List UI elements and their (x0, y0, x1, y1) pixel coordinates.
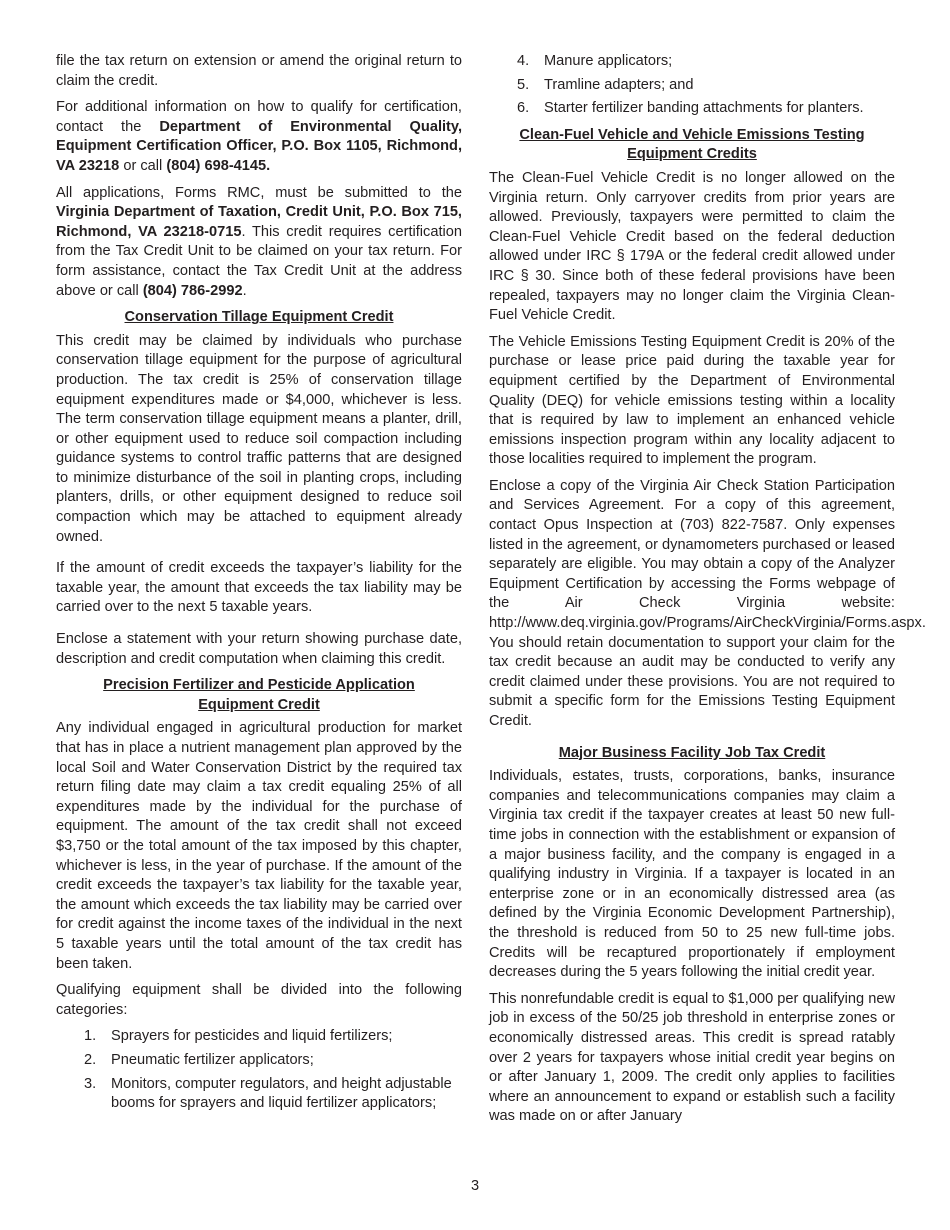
paragraph-applications: All applications, Forms RMC, must be submitted to the Virginia Department of Taxation, Credit Unit, P.O. Box 715, Richmond, VA 23218-0715. This credit requires certification from the Tax Credit Unit to be claimed on your tax return. For form assistance, contact the Tax Credit Unit at the address above or call (804) 786-2992. (56, 184, 462, 299)
paragraph-conservation-tillage: This credit may be claimed by individuals who purchase conservation tillage equipment for the purpose of agricultural production. The tax credit is 25% of conservation tillage equipment expenditures made or $4,000, whichever is less. The term conservation tillage equipment means a planter, drill, or other equipment used to reduce soil compaction including guidance systems to control traffic patterns that are designed to minimize disturbance of the soil in planting crops, including planters, drills, or other equipment designed to reduce soil compaction which may be attached to equipment already owned. (56, 332, 462, 545)
paragraph-carryover: If the amount of credit exceeds the taxpayer’s liability for the taxable year, the amount that exceeds the tax liability may be carried over to the next 5 taxable years. (56, 560, 462, 616)
tax-credit-unit-phone: (804) 786-2992 (142, 282, 243, 299)
list-item: 2. Pneumatic fertilizer applicators; (84, 1051, 314, 1068)
page-number: 3 (470, 1178, 480, 1194)
left-column (56, 52, 462, 1121)
list-item: 6. Starter fertilizer banding attachments for planters. (517, 100, 864, 117)
right-column (489, 52, 926, 1134)
paragraph-qualifying-equipment: Qualifying equipment shall be divided into the following categories: (56, 982, 462, 1018)
paragraph-emissions-testing: The Vehicle Emissions Testing Equipment Credit is 20% of the purchase or lease price paid during the taxable year for equipment certified by the Department of Environmental Quality (DEQ) for vehicle emissions testing within a locality that is required by law to implement an enhanced vehicle emissions inspection program within any locality adjacent to those localities required to implement the program. (489, 333, 895, 468)
equipment-list-continued (489, 52, 895, 119)
list-item: 5. Tramline adapters; and (517, 76, 694, 93)
heading-major-business-facility: Major Business Facility Job Tax Credit (558, 744, 826, 761)
equipment-list (56, 1027, 462, 1113)
heading-clean-fuel-vehicle: Clean-Fuel Vehicle and Vehicle Emissions Testing Equipment Credits (519, 126, 865, 163)
paragraph-clean-fuel: The Clean-Fuel Vehicle Credit is no longer allowed on the Virginia return. Only carryover credits from prior years are allowed. Previously, taxpayers were permitted to claim the Clean-Fuel Vehicle Credit based on the federal deduction allowed under IRC § 179A or the federal credit allowed under IRC § 30. Since both of these federal provisions have been repealed, taxpayers may no longer claim the Virginia Clean-Fuel Vehicle Credit. (489, 169, 895, 324)
deq-address: Department of Environmental Quality, Equipment Certification Officer, P.O. Box 1105, Richmond, VA 23218 (56, 118, 462, 174)
heading-conservation-tillage: Conservation Tillage Equipment Credit (124, 309, 394, 326)
list-item: 1. Sprayers for pesticides and liquid fertilizers; (84, 1028, 393, 1045)
list-item: 4. Manure applicators; (517, 53, 673, 69)
paragraph-major-business-eligibility: Individuals, estates, trusts, corporations, banks, insurance companies and telecommunications companies may claim a Virginia tax credit if the taxpayer creates at least 50 new full-time jobs in connection with the establishment or expansion of a major business facility, and the company is engaged in a qualifying industry in Virginia. If a taxpayer is located in an enterprise zone or in an economically distressed area (as defined by the Virginia Economic Development Partnership), the threshold is reduced from 50 to 25 new full-time jobs. Credits will be recaptured proportionately if employment decreases during the 5 years following the initial credit year. (489, 768, 895, 981)
deq-phone: (804) 698-4145. (166, 157, 271, 174)
paragraph-deq-contact: For additional information on how to qualify for certification, contact the Department of Environmental Quality, Equipment Certification Officer, P.O. Box 1105, Richmond, VA 23218 or call (804) 698-4145. (56, 99, 462, 174)
paragraph-precision-fertilizer: Any individual engaged in agricultural production for market that has in place a nutrient management plan approved by the local Soil and Water Conservation District by the required tax return filing date may claim a tax credit equaling 25% of all expenditures made by the individual for the purchase of equipment. The amount of the tax credit shall not exceed $3,750 or the total amount of the tax imposed by this chapter, whichever is less, in the year of purchase. If the amount of the credit exceeds the taxpayer’s tax liability for the taxable year, the amount which exceeds the tax liability may be carried over for credit against the income taxes of the individual in the next 5 taxable years until the total amount of the tax credit has been taken. (56, 720, 462, 972)
paragraph-enclose-statement: Enclose a statement with your return showing purchase date, description and credit computation when claiming this credit. (56, 631, 462, 667)
paragraph-air-check: Enclose a copy of the Virginia Air Check Station Participation and Services Agreement. For a copy of this agreement, contact Opus Inspection at (703) 822-7587. Only expenses listed in the agreement, or dynamometers purchased or leased separately are eligible. You may obtain a copy of the Analyzer Equipment Certification by accessing the Forms webpage of the Air Check Virginia website: http://www.deq.virginia.gov/Programs/AirCheckVirginia/Forms.aspx. You should retain documentation to support your claim for the tax credit because an audit may be conducted to verify any credit claimed under these provisions. You are not required to submit a specific form for the Emissions Testing Equipment Credit. (489, 477, 926, 729)
paragraph-extension: file the tax return on extension or amend the original return to claim the credit. (56, 53, 462, 89)
paragraph-major-business-amount: This nonrefundable credit is equal to $1,000 per qualifying new job in excess of the 50/25 job threshold in enterprise zones or economically distressed areas. This credit is spread ratably over 2 years for taxpayers whose initial credit year begins on or after January 1, 2009. The credit only applies to facilities where an announcement to expand or establish such a facility was made on or after January (489, 990, 895, 1125)
tax-credit-unit-address: Virginia Department of Taxation, Credit Unit, P.O. Box 715, Richmond, VA 23218-0715 (56, 204, 462, 240)
list-item: 3. Monitors, computer regulators, and height adjustable booms for sprayers and liquid fertilizer applicators; (84, 1075, 452, 1112)
heading-precision-fertilizer: Precision Fertilizer and Pesticide Application Equipment Credit (103, 677, 415, 713)
